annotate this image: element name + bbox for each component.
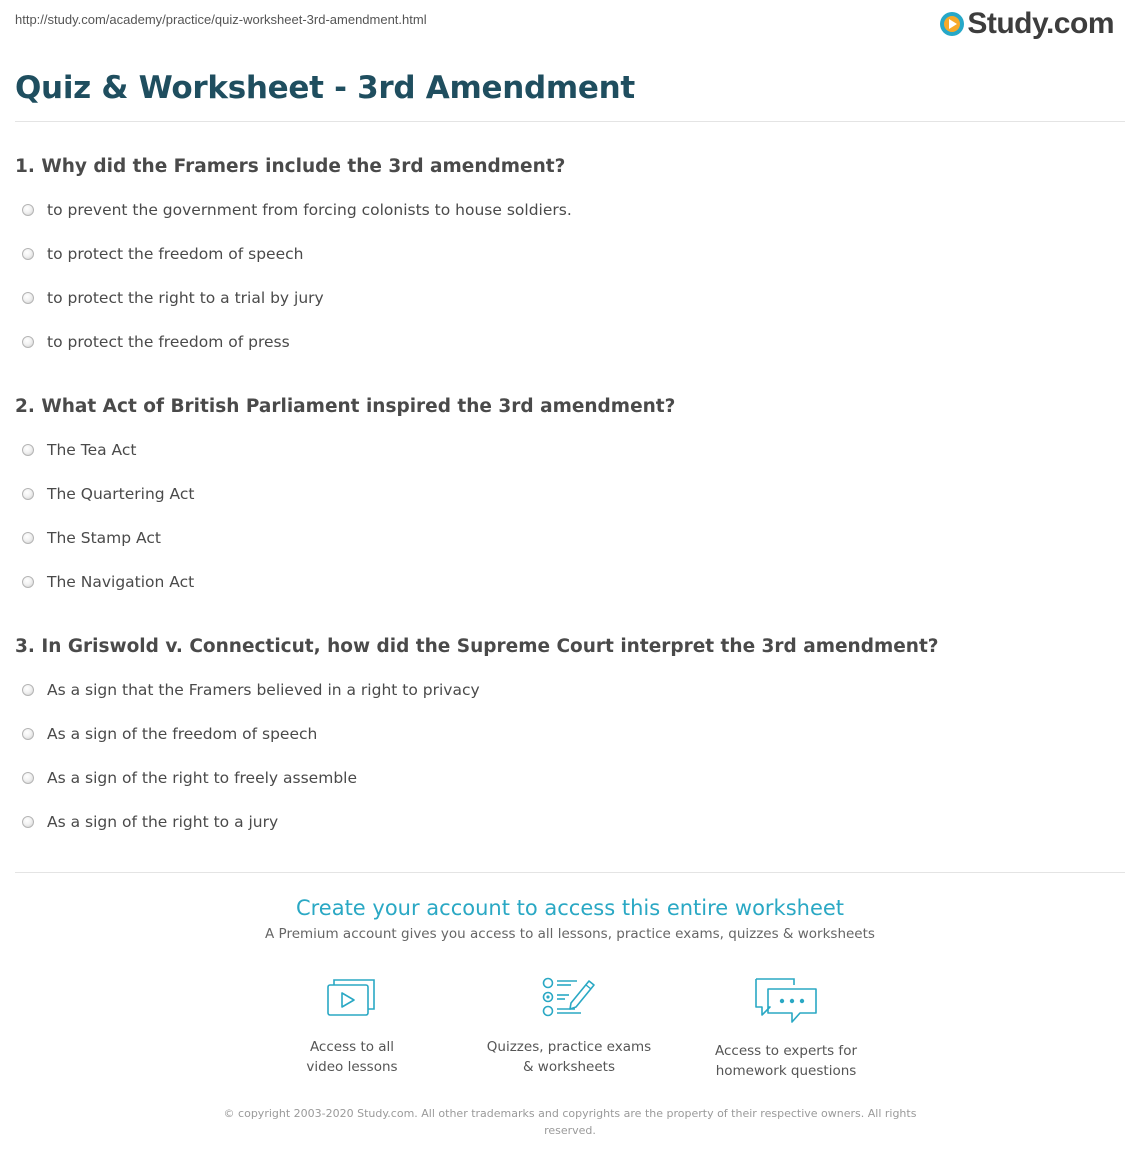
radio-button[interactable] — [22, 772, 34, 784]
study-play-logo-icon — [940, 12, 964, 36]
answer-choice[interactable] — [22, 286, 324, 310]
feature-video-lessons — [252, 975, 452, 1077]
radio-button[interactable] — [22, 204, 34, 216]
answer-choice[interactable] — [22, 242, 303, 266]
answer-choice[interactable] — [22, 570, 194, 594]
radio-button[interactable] — [22, 532, 34, 544]
copyright-line: reserved. — [544, 1124, 596, 1137]
feature-label-line: & worksheets — [522, 1059, 615, 1075]
answer-choice[interactable] — [22, 198, 572, 222]
choice-label: to prevent the government from forcing colonists to house soldiers. — [47, 201, 572, 219]
answer-choice[interactable] — [22, 482, 194, 506]
answer-choice[interactable] — [22, 526, 161, 550]
logo-text: Study.com — [967, 7, 1114, 40]
video-lessons-icon — [326, 975, 378, 1021]
radio-button[interactable] — [22, 816, 34, 828]
answer-choice[interactable] — [22, 810, 278, 834]
choice-label: As a sign of the right to freely assemble — [47, 769, 357, 787]
choice-label: to protect the freedom of press — [47, 333, 290, 351]
radio-button[interactable] — [22, 292, 34, 304]
answer-choice[interactable] — [22, 678, 480, 702]
choice-label: The Stamp Act — [47, 529, 161, 547]
feature-label — [252, 1037, 452, 1077]
answer-choice[interactable] — [22, 438, 136, 462]
choice-label: to protect the freedom of speech — [47, 245, 304, 263]
premium-description: A Premium account gives you access to all lessons, practice exams, quizzes & worksheets — [265, 926, 875, 942]
radio-button[interactable] — [22, 336, 34, 348]
question-2: 2. What Act of British Parliament inspired the 3rd amendment? — [15, 396, 676, 417]
feature-label-line: Quizzes, practice exams — [486, 1039, 652, 1055]
quiz-checklist-icon — [541, 975, 597, 1021]
choice-label: The Quartering Act — [47, 485, 195, 503]
feature-label-line: video lessons — [306, 1059, 398, 1075]
radio-button[interactable] — [22, 728, 34, 740]
create-account-link[interactable]: Create your account to access this entire worksheet — [295, 896, 845, 920]
study-logo[interactable] — [940, 6, 1114, 42]
choice-label: As a sign that the Framers believed in a right to privacy — [47, 681, 480, 699]
feature-label-line: homework questions — [715, 1063, 857, 1079]
copyright-line: © copyright 2003-2020 Study.com. All other trademarks and copyrights are the property of their respective owners. All rights — [223, 1107, 917, 1120]
feature-label-line: Access to experts for — [714, 1043, 857, 1059]
feature-label — [469, 1037, 669, 1077]
page-url: http://study.com/academy/practice/quiz-worksheet-3rd-amendment.html — [15, 12, 427, 27]
choice-label: As a sign of the freedom of speech — [47, 725, 318, 743]
choice-label: to protect the right to a trial by jury — [47, 289, 324, 307]
answer-choice[interactable] — [22, 330, 290, 354]
feature-label-line: Access to all — [309, 1039, 395, 1055]
feature-quizzes — [469, 975, 669, 1077]
question-1: 1. Why did the Framers include the 3rd amendment? — [15, 156, 566, 177]
copyright-footer — [210, 1105, 930, 1139]
answer-choice[interactable] — [22, 722, 317, 746]
chat-bubbles-icon — [754, 975, 818, 1025]
divider — [15, 121, 1125, 122]
choice-label: As a sign of the right to a jury — [47, 813, 279, 831]
divider — [15, 872, 1125, 873]
feature-label — [686, 1041, 886, 1081]
choice-label: The Navigation Act — [47, 573, 195, 591]
radio-button[interactable] — [22, 248, 34, 260]
choice-label: The Tea Act — [47, 441, 137, 459]
radio-button[interactable] — [22, 488, 34, 500]
page-title: Quiz & Worksheet - 3rd Amendment — [15, 70, 635, 106]
page-header — [0, 0, 1140, 60]
radio-button[interactable] — [22, 576, 34, 588]
feature-experts — [686, 975, 886, 1081]
question-3: 3. In Griswold v. Connecticut, how did the Supreme Court interpret the 3rd amendment? — [15, 636, 939, 657]
answer-choice[interactable] — [22, 766, 357, 790]
radio-button[interactable] — [22, 684, 34, 696]
radio-button[interactable] — [22, 444, 34, 456]
